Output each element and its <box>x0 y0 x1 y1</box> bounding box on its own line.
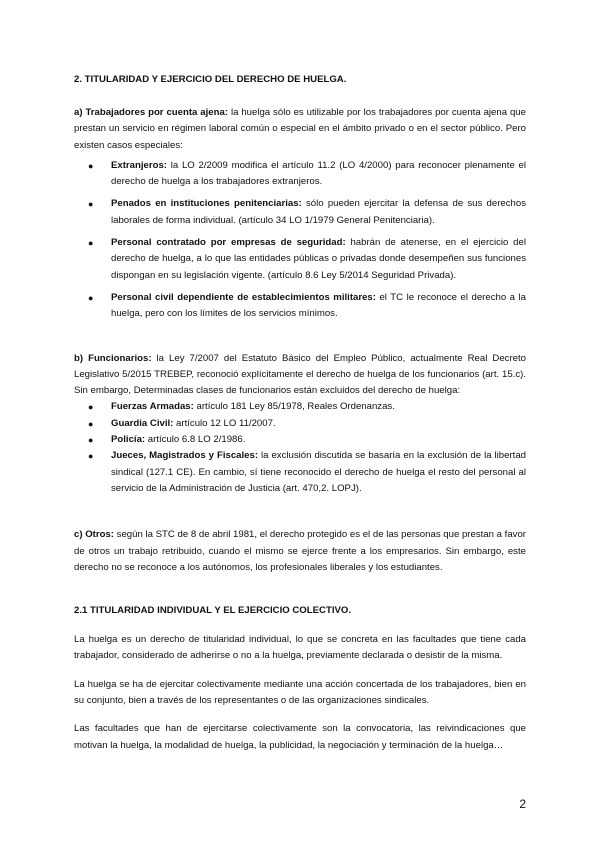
page-content <box>74 72 526 754</box>
list-item <box>74 158 526 191</box>
paragraph-b <box>74 351 526 400</box>
bullet-icon: ● <box>88 292 94 303</box>
item-text: artículo 6.8 LO 2/1986. <box>145 434 246 446</box>
item-label: Fuerzas Armadas: <box>111 401 194 413</box>
list-item <box>74 235 526 284</box>
item-label: Policía: <box>111 434 146 446</box>
list-item <box>74 399 526 415</box>
item-label: Penados en instituciones penitenciarias: <box>111 198 302 210</box>
item-text: artículo 12 LO 11/2007. <box>173 417 276 429</box>
paragraph-a <box>74 105 526 154</box>
list-item <box>74 196 526 229</box>
item-label: Personal contratado por empresas de seguridad: <box>111 237 346 249</box>
item-text: sólo pueden ejercitar la defensa de sus derechos laborales de forma individual. (artículo 34 LO 1/1979 General Penitenciaria). <box>111 198 527 226</box>
item-label: Jueces, Magistrados y Fiscales: <box>111 450 259 462</box>
list-item <box>74 290 526 323</box>
item-text: artículo 181 Ley 85/1978, Reales Ordenanzas. <box>193 401 395 413</box>
list-a <box>74 158 526 323</box>
bullet-icon: ● <box>88 451 94 462</box>
item-text: habrán de atenerse, en el ejercicio del derecho de huelga, a lo que las entidades públicas o privadas donde desempeñen sus funciones dispongan en su legislación vigente. (artículo 8.6 Ley 5/2014 Seguridad Privada). <box>111 237 526 281</box>
paragraph-2-1-b: La huelga se ha de ejercitar colectivamente mediante una acción concertada de los trabajadores, bien en su conjunto, bien a través de los representantes o de las organizaciones sindicales. <box>74 678 526 707</box>
label-b: b) Funcionarios: <box>74 352 152 364</box>
label-c: c) Otros: <box>74 529 114 541</box>
item-text: la exclusión discutida se basaría en la exclusión de la libertad sindical (127.1 CE). En cambio, sí tiene reconocido el derecho de huelga el resto del personal al servicio de la Administración de Justicia (art. 470,2. LOPJ). <box>111 450 526 494</box>
list-item <box>74 416 526 432</box>
bullet-icon: ● <box>88 238 94 249</box>
item-label: Guardia Civil: <box>111 417 174 429</box>
paragraph-2-1-c: Las facultades que han de ejercitarse colectivamente son la convocatoria, las reivindicaciones que motivan la huelga, la modalidad de huelga, la publicidad, la negociación y terminación de la huelga… <box>74 723 526 751</box>
item-text: el TC le reconoce el derecho a la huelga, pero con los límites de los servicios mínimos. <box>111 291 526 320</box>
bullet-icon: ● <box>88 160 94 171</box>
list-item <box>74 432 526 448</box>
bullet-icon: ● <box>88 418 94 429</box>
list-item <box>74 448 526 497</box>
section-2-title: 2. TITULARIDAD Y EJERCICIO DEL DERECHO DE HUELGA. <box>74 74 347 85</box>
page-number: 2 <box>519 797 526 811</box>
bullet-icon: ● <box>88 435 94 446</box>
text-b: la Ley 7/2007 del Estatuto Básico del Empleo Público, actualmente Real Decreto Legislativo 5/2015 TREBEP, reconoció explícitamente el derecho de huelga de los funcionarios (art. 15.c). Sin embargo, Determinadas clases de funcionarios están excluidos del derecho de huelga: <box>74 352 526 397</box>
section-2-1-title: 2.1 TITULARIDAD INDIVIDUAL Y EL EJERCICIO COLECTIVO. <box>74 605 352 617</box>
paragraph-2-1-a: La huelga es un derecho de titularidad individual, lo que se concreta en las facultades que tiene cada trabajador, considerado de adherirse o no a la huelga, previamente declarada o desistir de la misma. <box>74 634 526 662</box>
paragraph-c <box>74 527 526 576</box>
label-a: a) Trabajadores por cuenta ajena: <box>74 107 229 118</box>
bullet-icon: ● <box>88 199 94 210</box>
text-c: según la STC de 8 de abril 1981, el derecho protegido es el de las personas que prestan a favor de otros un trabajo retribuido, cuando el mismo se ejerce frente a los empresarios. Sin embargo, este derecho no se reconoce a los autónomos, los profesionales liberales y los estudiantes. <box>74 529 526 573</box>
item-label: Personal civil dependiente de establecimientos militares: <box>111 291 376 303</box>
list-b <box>74 399 526 497</box>
text-a: la huelga sólo es utilizable por los trabajadores por cuenta ajena que prestan un servicio en régimen laboral común o especial en el ámbito privado o en el sector público. Pero existen casos especiales: <box>74 107 526 151</box>
item-text: la LO 2/2009 modifica el artículo 11.2 (LO 4/2000) para reconocer plenamente el derecho de huelga a los trabajadores extranjeros. <box>111 159 526 188</box>
bullet-icon: ● <box>88 402 94 413</box>
item-label: Extranjeros: <box>111 159 167 171</box>
